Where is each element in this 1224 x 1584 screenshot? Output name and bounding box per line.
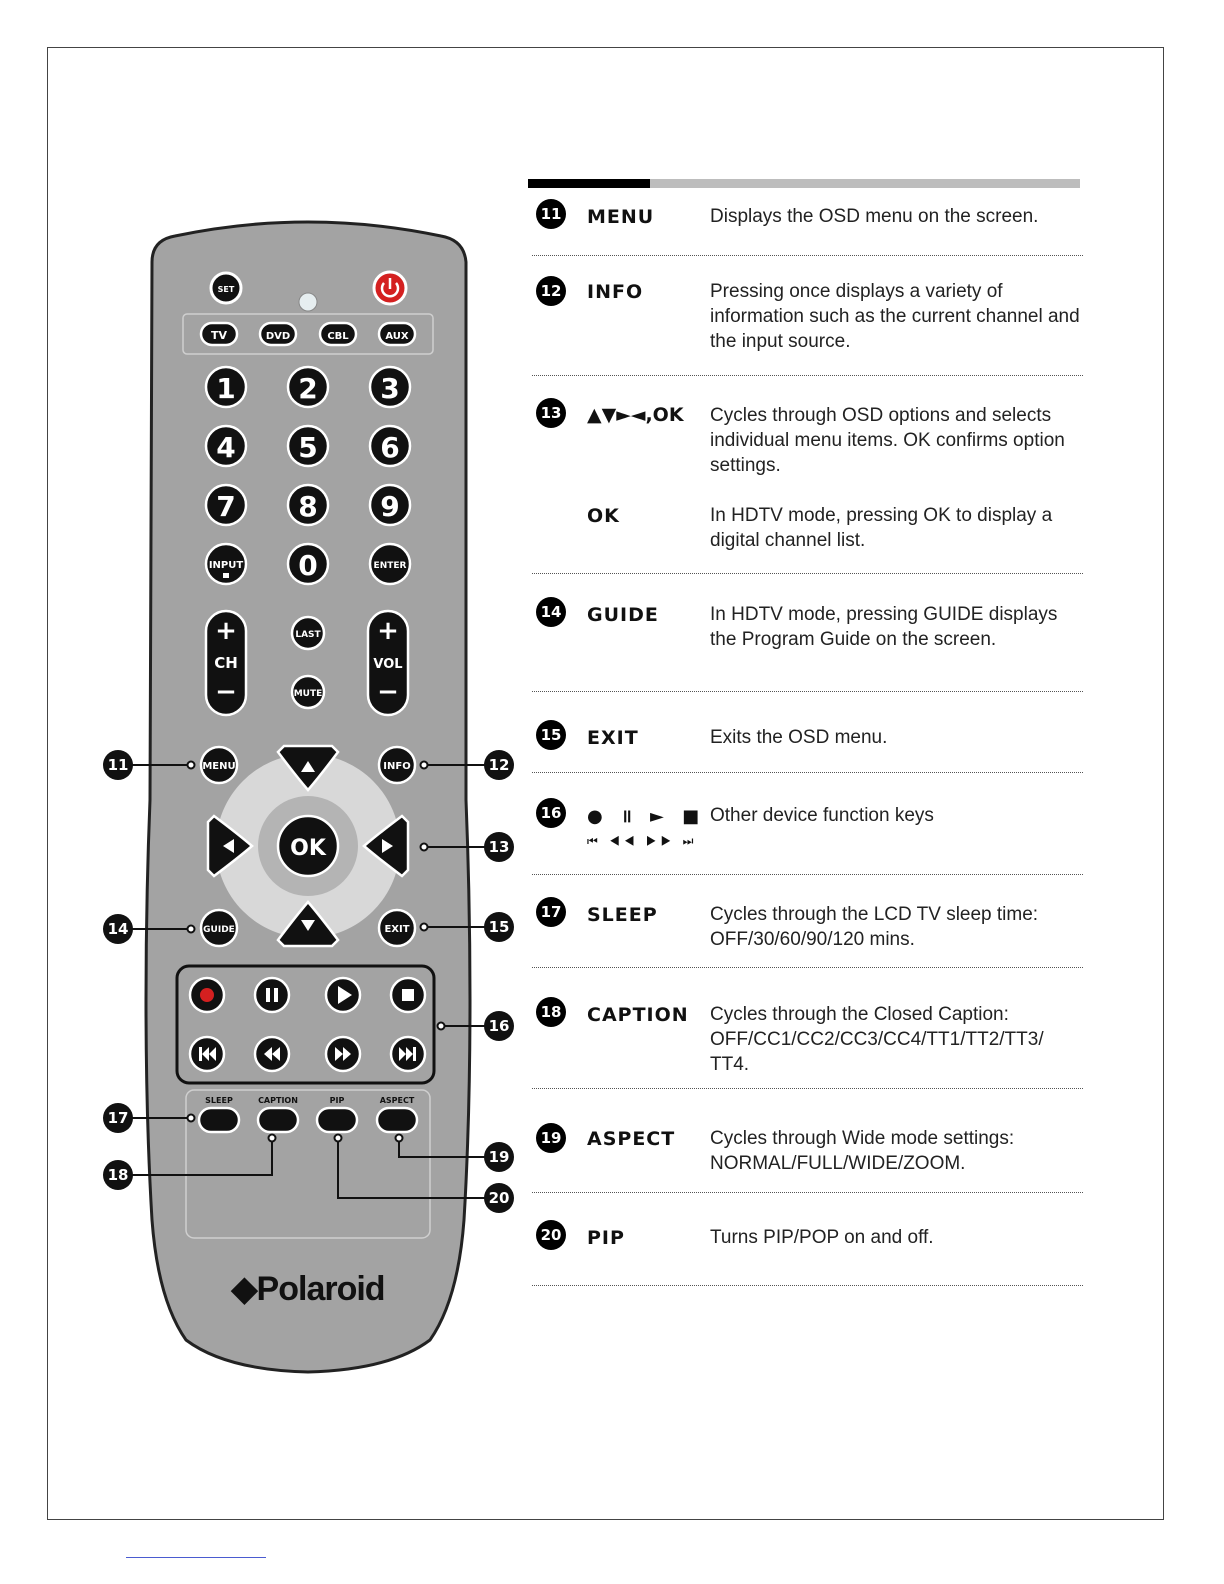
mute-button[interactable]	[292, 676, 324, 708]
number-badge: 17	[536, 897, 566, 927]
number-badge: 20	[536, 1220, 566, 1250]
entry-description: Cycles through the LCD TV sleep time: OFF/30/60/90/120 mins.	[710, 904, 1039, 950]
number-badge: 12	[536, 276, 566, 306]
play-button[interactable]	[326, 978, 360, 1012]
entry-description: Cycles through the Closed Caption: OFF/CC1/CC2/CC3/CC4/TT1/TT2/TT3/ TT4.	[710, 1004, 1044, 1075]
number-button-7[interactable]	[206, 485, 246, 525]
svg-text:12: 12	[488, 756, 510, 774]
svg-text:MENU: MENU	[202, 761, 236, 772]
svg-text:3: 3	[380, 372, 400, 405]
callout-18	[103, 1160, 133, 1190]
entry-description: In HDTV mode, pressing OK to display a digital channel list.	[710, 505, 1053, 551]
callout-14	[103, 914, 133, 944]
callout-16	[484, 1011, 514, 1041]
entry-label: ASPECT	[587, 1128, 676, 1150]
number-button-0[interactable]	[288, 544, 328, 584]
aspect-button[interactable]	[377, 1108, 417, 1132]
divider	[532, 255, 1083, 256]
svg-text:ENTER: ENTER	[373, 561, 407, 571]
stop-button[interactable]	[391, 978, 425, 1012]
svg-text:7: 7	[216, 490, 236, 523]
enter-button[interactable]	[370, 544, 410, 584]
header-bar-dark	[528, 179, 650, 188]
header-bar-light	[650, 179, 1080, 188]
previous-button[interactable]	[190, 1037, 224, 1071]
record-button[interactable]	[190, 978, 224, 1012]
entry-description: Exits the OSD menu.	[710, 727, 888, 748]
svg-text:SET: SET	[217, 285, 235, 294]
callout-11	[103, 750, 133, 780]
volume-rocker[interactable]	[368, 611, 408, 715]
callout-15	[484, 912, 514, 942]
caption-button[interactable]	[258, 1108, 298, 1132]
aspect-label: ASPECT	[379, 1096, 415, 1105]
callout-12	[484, 750, 514, 780]
brand-logo: ◆Polaroid	[231, 1270, 385, 1308]
svg-text:5: 5	[298, 431, 318, 464]
callout-20	[484, 1183, 514, 1213]
svg-text:+: +	[215, 616, 237, 646]
footer-link-underline	[126, 1557, 266, 1558]
divider	[532, 375, 1083, 376]
svg-text:17: 17	[107, 1109, 129, 1127]
fast-forward-button[interactable]	[326, 1037, 360, 1071]
callout-17	[103, 1103, 133, 1133]
svg-text:4: 4	[216, 431, 236, 464]
number-button-4[interactable]	[206, 426, 246, 466]
pause-button[interactable]	[255, 978, 289, 1012]
entry-description: Displays the OSD menu on the screen.	[710, 206, 1039, 227]
svg-text:8: 8	[298, 490, 318, 523]
divider	[532, 573, 1083, 574]
entry-description: Turns PIP/POP on and off.	[710, 1227, 934, 1248]
divider	[532, 1192, 1083, 1193]
entry-label: ▲▼►◄,OK	[587, 404, 684, 426]
ok-button[interactable]	[278, 816, 338, 876]
svg-text:EXIT: EXIT	[384, 924, 410, 935]
indicator-led	[299, 293, 317, 311]
menu-button[interactable]	[201, 747, 237, 783]
last-button[interactable]	[292, 617, 324, 649]
number-button-8[interactable]	[288, 485, 328, 525]
svg-text:LAST: LAST	[295, 630, 321, 640]
divider	[532, 1088, 1083, 1089]
number-badge: 13	[536, 398, 566, 428]
svg-text:20: 20	[488, 1189, 510, 1207]
svg-text:19: 19	[488, 1148, 510, 1166]
svg-text:VOL: VOL	[373, 657, 403, 672]
number-badge: 14	[536, 597, 566, 627]
svg-text:OK: OK	[290, 836, 326, 861]
callout-19	[484, 1142, 514, 1172]
svg-text:11: 11	[107, 756, 129, 774]
source-button-aux[interactable]	[379, 323, 415, 345]
svg-text:1: 1	[216, 372, 236, 405]
number-button-2[interactable]	[288, 367, 328, 407]
callout-13	[484, 832, 514, 862]
guide-button[interactable]	[201, 910, 237, 946]
svg-text:MUTE: MUTE	[293, 689, 323, 699]
power-button[interactable]	[374, 272, 406, 304]
channel-rocker[interactable]	[206, 611, 246, 715]
caption-label: CAPTION	[258, 1096, 298, 1105]
svg-text:−: −	[215, 677, 237, 707]
entry-label: INFO	[587, 281, 644, 303]
divider	[532, 691, 1083, 692]
entry-description: Cycles through OSD options and selects individual menu items. OK confirms option settings.	[710, 405, 1065, 476]
number-badge: 19	[536, 1123, 566, 1153]
svg-text:+: +	[377, 616, 399, 646]
svg-text:6: 6	[380, 431, 400, 464]
input-button[interactable]	[206, 544, 246, 584]
number-button-9[interactable]	[370, 485, 410, 525]
next-button[interactable]	[391, 1037, 425, 1071]
source-button-cbl[interactable]	[320, 323, 356, 345]
svg-text:INPUT: INPUT	[208, 560, 244, 571]
svg-text:CBL: CBL	[327, 331, 349, 342]
svg-text:DVD: DVD	[265, 331, 291, 342]
svg-text:18: 18	[107, 1166, 129, 1184]
svg-text:TV: TV	[210, 329, 228, 342]
rewind-button[interactable]	[255, 1037, 289, 1071]
source-button-dvd[interactable]	[260, 323, 296, 345]
svg-text:14: 14	[107, 920, 129, 938]
entry-label: SLEEP	[587, 904, 658, 926]
entry-label: EXIT	[587, 727, 639, 749]
svg-text:16: 16	[488, 1017, 510, 1035]
svg-text:AUX: AUX	[385, 331, 409, 342]
set-button[interactable]	[211, 273, 241, 303]
svg-text:GUIDE: GUIDE	[203, 925, 235, 935]
svg-text:9: 9	[380, 490, 400, 523]
transport-symbols: ⏮ ◀◀ ▶▶ ⏭	[587, 834, 698, 848]
entry-label: ● ॥ ► ■	[587, 806, 706, 827]
number-badge: 11	[536, 199, 566, 229]
svg-text:2: 2	[298, 372, 318, 405]
entry-description: In HDTV mode, pressing GUIDE displays the Program Guide on the screen.	[710, 604, 1058, 650]
svg-text:15: 15	[488, 918, 510, 936]
info-button[interactable]	[379, 747, 415, 783]
pip-label: PIP	[329, 1096, 345, 1105]
number-button-3[interactable]	[370, 367, 410, 407]
divider	[532, 772, 1083, 773]
entry-label: MENU	[587, 206, 655, 228]
number-button-1[interactable]	[206, 367, 246, 407]
svg-text:13: 13	[488, 838, 510, 856]
source-button-tv[interactable]	[201, 323, 237, 345]
entry-description: Other device function keys	[710, 805, 934, 826]
number-button-5[interactable]	[288, 426, 328, 466]
divider	[532, 874, 1083, 875]
svg-text:CH: CH	[214, 654, 238, 672]
divider	[532, 1285, 1083, 1286]
sleep-button[interactable]	[199, 1108, 239, 1132]
exit-button[interactable]	[379, 910, 415, 946]
entry-description: Cycles through Wide mode settings: NORMAL/FULL/WIDE/ZOOM.	[710, 1128, 1015, 1174]
svg-text:−: −	[377, 677, 399, 707]
divider	[532, 967, 1083, 968]
number-badge: 15	[536, 720, 566, 750]
entry-label: CAPTION	[587, 1004, 689, 1026]
svg-text:INFO: INFO	[383, 761, 411, 772]
pip-button[interactable]	[317, 1108, 357, 1132]
number-badge: 18	[536, 997, 566, 1027]
sleep-label: SLEEP	[205, 1096, 233, 1105]
entry-label: PIP	[587, 1227, 625, 1249]
number-badge: 16	[536, 798, 566, 828]
svg-text:0: 0	[298, 549, 318, 582]
record-icon	[200, 988, 214, 1002]
entry-description: Pressing once displays a variety of information such as the current channel and the input source.	[710, 281, 1080, 352]
number-button-6[interactable]	[370, 426, 410, 466]
stop-icon	[402, 989, 414, 1001]
entry-label: OK	[587, 505, 620, 527]
entry-label: GUIDE	[587, 604, 659, 626]
